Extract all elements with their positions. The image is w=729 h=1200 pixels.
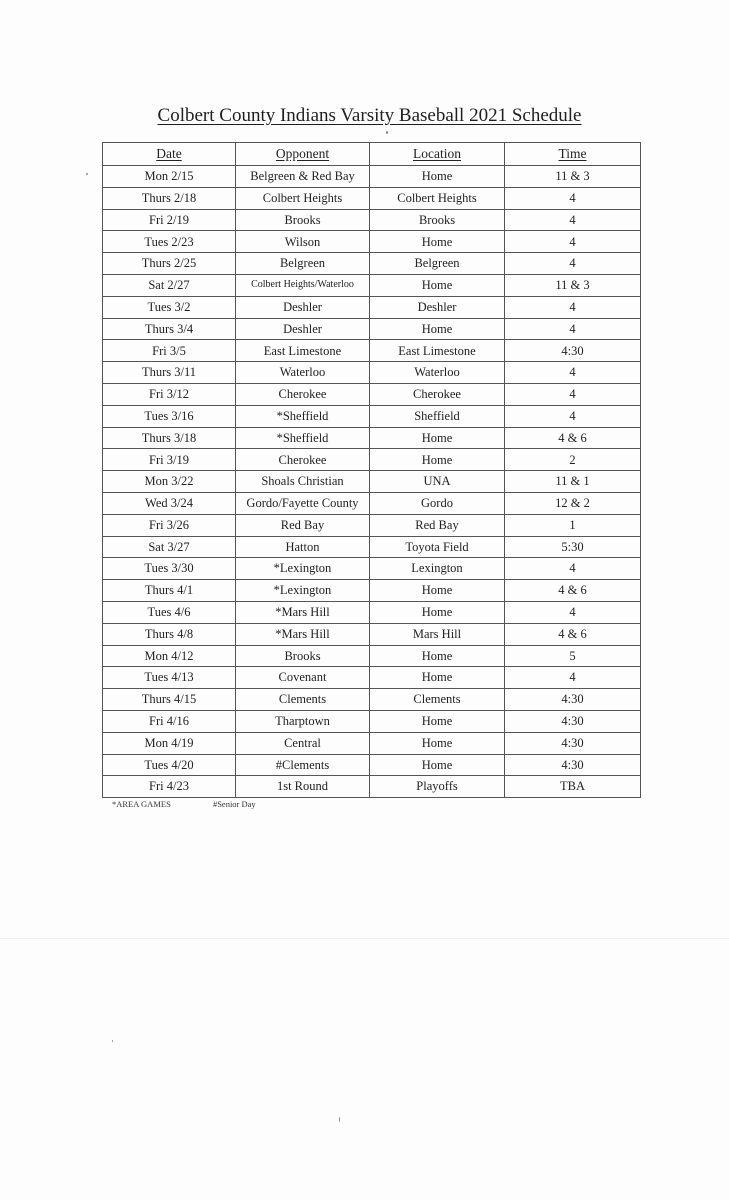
cell-opponent: Gordo/Fayette County	[236, 492, 370, 514]
cell-date: Fri 4/16	[103, 710, 236, 732]
table-row	[103, 645, 641, 667]
cell-location: Brooks	[370, 209, 505, 231]
cell-opponent: Covenant	[236, 667, 370, 689]
table-row	[103, 187, 641, 209]
cell-location: Sheffield	[370, 405, 505, 427]
cell-date: Mon 2/15	[103, 166, 236, 188]
cell-opponent: *Sheffield	[236, 405, 370, 427]
cell-location: Colbert Heights	[370, 187, 505, 209]
cell-date: Thurs 4/8	[103, 623, 236, 645]
cell-date: Fri 3/19	[103, 449, 236, 471]
cell-date: Fri 3/26	[103, 514, 236, 536]
cell-opponent: Wilson	[236, 231, 370, 253]
cell-opponent: East Limestone	[236, 340, 370, 362]
cell-date: Sat 2/27	[103, 274, 236, 296]
cell-date: Thurs 4/1	[103, 580, 236, 602]
cell-date: Wed 3/24	[103, 492, 236, 514]
table-row	[103, 253, 641, 275]
cell-location: Red Bay	[370, 514, 505, 536]
cell-location: Home	[370, 754, 505, 776]
cell-opponent: Cherokee	[236, 449, 370, 471]
table-row	[103, 754, 641, 776]
cell-time: 4:30	[505, 710, 641, 732]
table-row	[103, 710, 641, 732]
cell-time: 4	[505, 231, 641, 253]
cell-opponent: Belgreen	[236, 253, 370, 275]
cell-date: Fri 4/23	[103, 776, 236, 798]
cell-time: 5	[505, 645, 641, 667]
table-row	[103, 209, 641, 231]
cell-date: Thurs 3/4	[103, 318, 236, 340]
cell-location: Home	[370, 318, 505, 340]
cell-opponent: #Clements	[236, 754, 370, 776]
cell-opponent: Central	[236, 732, 370, 754]
cell-date: Tues 3/30	[103, 558, 236, 580]
scan-speck	[339, 1117, 340, 1122]
cell-date: Thurs 2/18	[103, 187, 236, 209]
cell-time: 4:30	[505, 754, 641, 776]
table-row	[103, 558, 641, 580]
cell-date: Mon 4/12	[103, 645, 236, 667]
cell-date: Fri 2/19	[103, 209, 236, 231]
footnote-senior-day: #Senior Day	[212, 799, 256, 809]
cell-opponent: *Mars Hill	[236, 623, 370, 645]
cell-date: Tues 4/13	[103, 667, 236, 689]
schedule-table	[102, 142, 641, 798]
cell-location: Home	[370, 427, 505, 449]
cell-time: 5:30	[505, 536, 641, 558]
table-row	[103, 340, 641, 362]
scan-speck	[86, 173, 88, 175]
cell-opponent: 1st Round	[236, 776, 370, 798]
cell-location: Home	[370, 645, 505, 667]
cell-date: Sat 3/27	[103, 536, 236, 558]
cell-opponent: Cherokee	[236, 383, 370, 405]
cell-time: 4	[505, 558, 641, 580]
cell-opponent: Shoals Christian	[236, 471, 370, 493]
cell-opponent: *Mars Hill	[236, 601, 370, 623]
table-row	[103, 166, 641, 188]
table-row	[103, 449, 641, 471]
cell-date: Tues 3/16	[103, 405, 236, 427]
cell-opponent: Red Bay	[236, 514, 370, 536]
cell-time: 4	[505, 405, 641, 427]
scan-speck	[386, 131, 388, 134]
cell-time: 4	[505, 209, 641, 231]
cell-opponent: Brooks	[236, 209, 370, 231]
cell-time: 4	[505, 296, 641, 318]
cell-location: Home	[370, 667, 505, 689]
cell-date: Fri 3/5	[103, 340, 236, 362]
table-row	[103, 231, 641, 253]
table-row	[103, 492, 641, 514]
table-row	[103, 405, 641, 427]
table-row	[103, 274, 641, 296]
cell-time: 4	[505, 253, 641, 275]
table-row	[103, 776, 641, 798]
cell-time: 4	[505, 383, 641, 405]
cell-opponent: Tharptown	[236, 710, 370, 732]
cell-opponent: Brooks	[236, 645, 370, 667]
cell-location: Home	[370, 580, 505, 602]
cell-opponent: Colbert Heights/Waterloo	[236, 274, 370, 296]
table-row	[103, 318, 641, 340]
cell-time: 2	[505, 449, 641, 471]
table-row	[103, 427, 641, 449]
cell-opponent: *Lexington	[236, 580, 370, 602]
column-header-date: Date	[103, 143, 236, 166]
cell-location: Home	[370, 231, 505, 253]
cell-time: 4 & 6	[505, 427, 641, 449]
cell-opponent: Waterloo	[236, 362, 370, 384]
cell-location: Home	[370, 732, 505, 754]
cell-date: Thurs 2/25	[103, 253, 236, 275]
cell-location: Belgreen	[370, 253, 505, 275]
cell-opponent: Hatton	[236, 536, 370, 558]
cell-time: 4	[505, 601, 641, 623]
cell-location: UNA	[370, 471, 505, 493]
cell-date: Mon 3/22	[103, 471, 236, 493]
table-row	[103, 383, 641, 405]
scan-speck	[112, 1040, 113, 1042]
column-header-location: Location	[370, 143, 505, 166]
footnotes	[112, 799, 256, 809]
cell-time: 4	[505, 318, 641, 340]
table-row	[103, 362, 641, 384]
cell-location: Home	[370, 601, 505, 623]
cell-date: Tues 2/23	[103, 231, 236, 253]
table-row	[103, 514, 641, 536]
cell-time: 12 & 2	[505, 492, 641, 514]
cell-location: Home	[370, 449, 505, 471]
cell-location: Waterloo	[370, 362, 505, 384]
cell-date: Tues 3/2	[103, 296, 236, 318]
cell-time: 4:30	[505, 689, 641, 711]
table-row	[103, 732, 641, 754]
cell-date: Fri 3/12	[103, 383, 236, 405]
cell-opponent: Colbert Heights	[236, 187, 370, 209]
cell-time: 4:30	[505, 732, 641, 754]
table-row	[103, 471, 641, 493]
page-title: Colbert County Indians Varsity Baseball 2021 Schedule	[157, 105, 582, 126]
cell-date: Thurs 3/18	[103, 427, 236, 449]
cell-location: Cherokee	[370, 383, 505, 405]
table-row	[103, 667, 641, 689]
scan-artifact-line	[0, 938, 729, 939]
cell-location: Deshler	[370, 296, 505, 318]
cell-location: Mars Hill	[370, 623, 505, 645]
cell-location: Gordo	[370, 492, 505, 514]
cell-time: 4:30	[505, 340, 641, 362]
cell-location: East Limestone	[370, 340, 505, 362]
cell-location: Home	[370, 710, 505, 732]
cell-time: 4	[505, 667, 641, 689]
cell-time: 1	[505, 514, 641, 536]
table-row	[103, 296, 641, 318]
column-header-opponent: Opponent	[236, 143, 370, 166]
table-row	[103, 623, 641, 645]
table-row	[103, 536, 641, 558]
cell-time: 4 & 6	[505, 623, 641, 645]
cell-time: TBA	[505, 776, 641, 798]
table-row	[103, 689, 641, 711]
schedule-body	[103, 166, 641, 798]
cell-time: 11 & 3	[505, 166, 641, 188]
cell-location: Home	[370, 166, 505, 188]
cell-opponent: *Lexington	[236, 558, 370, 580]
cell-location: Home	[370, 274, 505, 296]
cell-time: 11 & 1	[505, 471, 641, 493]
cell-opponent: Clements	[236, 689, 370, 711]
cell-time: 4	[505, 187, 641, 209]
cell-date: Thurs 4/15	[103, 689, 236, 711]
cell-time: 4 & 6	[505, 580, 641, 602]
cell-location: Playoffs	[370, 776, 505, 798]
cell-opponent: *Sheffield	[236, 427, 370, 449]
table-row	[103, 580, 641, 602]
cell-location: Lexington	[370, 558, 505, 580]
cell-opponent: Deshler	[236, 318, 370, 340]
cell-opponent: Belgreen & Red Bay	[236, 166, 370, 188]
cell-time: 11 & 3	[505, 274, 641, 296]
cell-date: Thurs 3/11	[103, 362, 236, 384]
table-row	[103, 601, 641, 623]
cell-date: Tues 4/20	[103, 754, 236, 776]
cell-location: Clements	[370, 689, 505, 711]
cell-date: Tues 4/6	[103, 601, 236, 623]
cell-opponent: Deshler	[236, 296, 370, 318]
cell-time: 4	[505, 362, 641, 384]
cell-date: Mon 4/19	[103, 732, 236, 754]
column-header-time: Time	[505, 143, 641, 166]
header-row	[103, 143, 641, 166]
footnote-area-games: *AREA GAMES	[112, 799, 171, 809]
cell-location: Toyota Field	[370, 536, 505, 558]
